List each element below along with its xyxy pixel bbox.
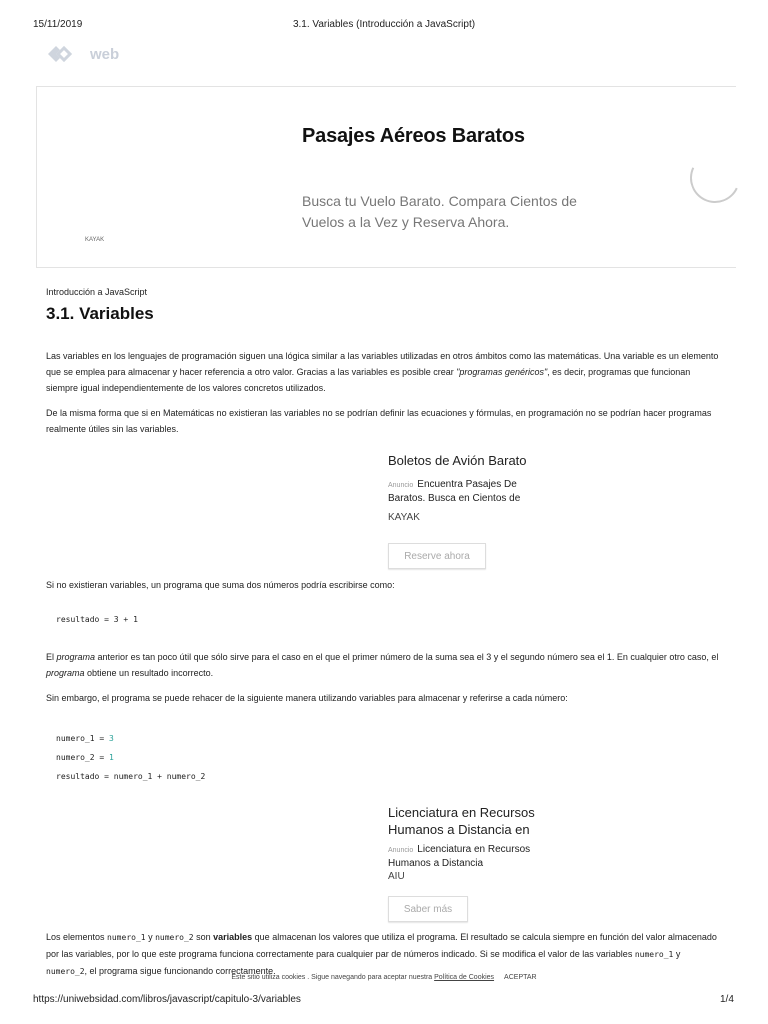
- print-date: 15/11/2019: [33, 19, 83, 30]
- code-simple-sum: resultado = 3 + 1: [56, 615, 138, 624]
- paragraph-math: De la misma forma que si en Matemáticas no existieran las variables no se podrían definir las ecuaciones y fórmulas, en programación no se podrían hacer programas realmente útiles sin las variables.: [46, 408, 712, 434]
- ad-degree-body-2: Humanos a Distancia: [388, 858, 484, 869]
- ad-degree-body: Anuncio Licenciatura en Recursos: [388, 844, 531, 855]
- ad-flights-body: Anuncio Encuentra Pasajes De: [388, 479, 517, 490]
- cookie-banner: Este sitio utiliza cookies . Sigue navegando para aceptar nuestra Política de Cookies ACEPTAR: [231, 974, 537, 981]
- paragraph-intro: Las variables en los lenguajes de programación siguen una lógica similar a las variables utilizadas en otros ámbitos como las matemáticas. Una variable es un elemento que se emplea para almacenar y hacer referencia a otro valor. Gracias a las variables es posible crear "programas genéricos", es decir, programas que funcionan siempre igual independientemente de los valores concretos utilizados.: [46, 351, 719, 393]
- page-title: 3.1. Variables: [46, 304, 154, 323]
- breadcrumb[interactable]: Introducción a JavaScript: [46, 287, 148, 297]
- top-ad-brand: KAYAK: [85, 237, 105, 243]
- logo-text: web: [90, 45, 120, 63]
- print-page-number: 1/4: [720, 994, 734, 1005]
- ad-degree[interactable]: [388, 804, 534, 882]
- top-ad-description: Busca tu Vuelo Barato. Compara Cientos de Vuelos a la Vez y Reserva Ahora.: [302, 193, 577, 230]
- ad-flights[interactable]: [388, 452, 534, 523]
- ad-flights-body-2: Baratos. Busca en Cientos de: [388, 493, 521, 504]
- ad-degree-brand: AIU: [388, 871, 405, 882]
- ad-degree-title-2[interactable]: Humanos a Distancia en: [388, 822, 530, 837]
- cookie-policy-link[interactable]: Política de Cookies: [434, 974, 495, 981]
- reserve-button[interactable]: Reserve ahora: [388, 543, 486, 569]
- site-logo[interactable]: [46, 44, 119, 64]
- paragraph-limited-program: El programa anterior es tan poco útil que sólo sirve para el caso en el que el primer número de la suma sea el 3 y el segundo número sea el 1. En cualquier otro caso, el programa obtiene un resultado incorrecto.: [46, 652, 719, 678]
- ad-flights-brand: KAYAK: [388, 512, 420, 523]
- logo-diamond-icon: [46, 44, 72, 64]
- print-title: 3.1. Variables (Introducción a JavaScript): [292, 19, 476, 30]
- code-variables: numero_1 = 3 numero_2 = 1 resultado = numero_1 + numero_2: [56, 734, 206, 781]
- paragraph-no-variables: Si no existieran variables, un programa que suma dos números podría escribirse como:: [46, 580, 395, 590]
- top-ad-banner[interactable]: [36, 86, 736, 268]
- ad-flights-title[interactable]: Boletos de Avión Barato: [388, 453, 527, 468]
- paragraph-variables-explained: Los elementos numero_1 y numero_2 son variables que almacenan los valores que utiliza el programa. El resultado se calcula siempre en función del valor almacenado por las variables, por lo que este programa funciona correctamente para cualquier par de números indicado. Si se modifica el valor de las variables numero_1 y numero_2, el programa sigue funcionando correctamente.: [46, 932, 717, 976]
- top-ad-title[interactable]: Pasajes Aéreos Baratos: [302, 125, 525, 147]
- cookie-accept-button[interactable]: ACEPTAR: [504, 974, 537, 981]
- ad-degree-title[interactable]: Licenciatura en Recursos: [388, 805, 535, 820]
- print-url: https://uniwebsidad.com/libros/javascript/capitulo-3/variables: [33, 994, 301, 1005]
- learn-more-button[interactable]: Saber más: [388, 896, 468, 922]
- paragraph-rewrite: Sin embargo, el programa se puede rehacer de la siguiente manera utilizando variables para almacenar y referirse a cada número:: [46, 693, 568, 703]
